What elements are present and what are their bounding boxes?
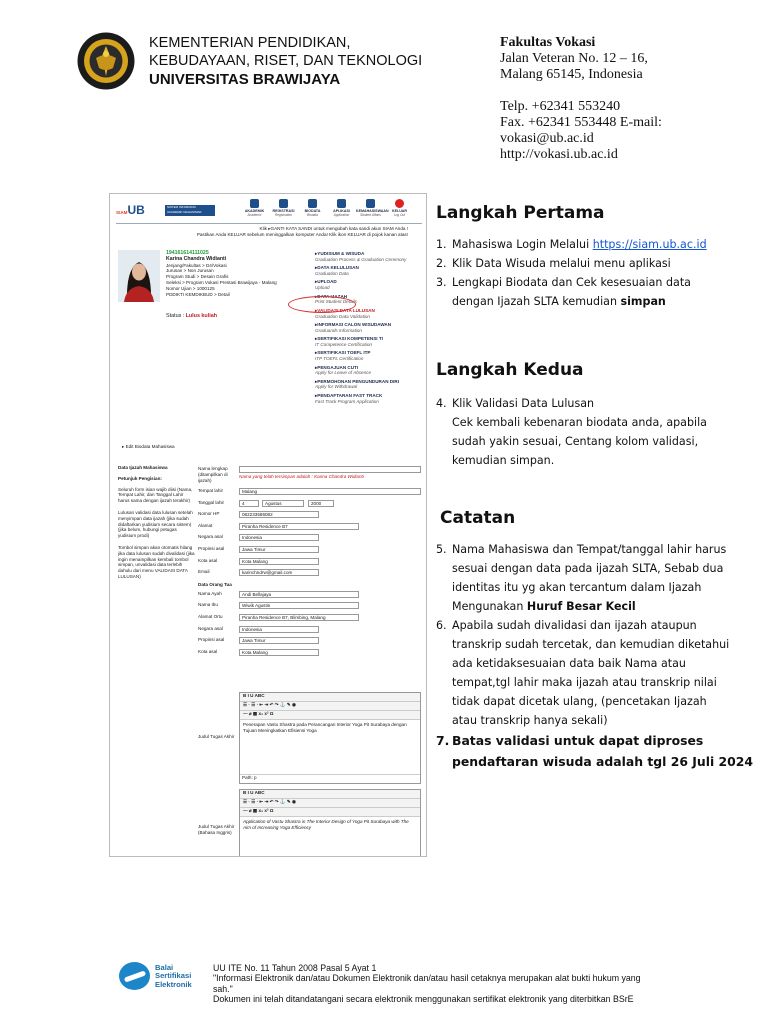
thesis-title-label: Judul Tugas Akhir [198, 734, 235, 739]
nav-biodata[interactable]: BIODATA Biodata [298, 199, 327, 217]
nav-logout[interactable]: KELUAR Log Out [385, 199, 414, 217]
thesis-title-en-editor[interactable] [239, 789, 421, 857]
list-item-deadline: 7. Batas validasi untuk dapat diproses pendaftaran wisuda adalah tgl 26 Juli 2024 [436, 733, 754, 769]
instruction-paragraph: Lulusan validasi data lulusan setelah menyimpan data ijazah (jika sudah didaftarkan yudisium secara sistem) (jika belum, hubungi petugas yudisium prodi) [118, 509, 193, 539]
step-one-list [436, 235, 707, 311]
city-select[interactable]: Kota Malang [239, 558, 319, 565]
edit-biodata-link[interactable]: ▸ Edit Biodata Mahasiswa [122, 444, 175, 449]
ijazah-form [198, 465, 424, 659]
phone-input[interactable]: 082233586082 [239, 511, 319, 518]
birth-year-select[interactable]: 2000 [308, 500, 334, 507]
nav-student-affairs[interactable]: KEMAHASISWAAN Student Affairs [356, 199, 385, 217]
editor-toolbar[interactable]: — ⌀ ▦ x₂ x² Ω [240, 808, 420, 817]
menu-item[interactable]: ▸DATA KELULUSAN Graduation Data [315, 265, 359, 276]
thesis-title-en-label: Judul Tugas Akhir (Bahasa Inggris) [198, 824, 235, 835]
thesis-title-editor[interactable] [239, 692, 421, 784]
menu-item[interactable]: ▸INFORMASI CALON WISUDAWAN Graduands Information [315, 321, 392, 333]
country-select[interactable]: Indonesia [239, 534, 319, 541]
faculty-name: Fakultas Vokasi [500, 35, 596, 50]
bsre-logo: Balai Sertifikasi Elektronik [119, 962, 205, 990]
field-label: Nama Ibu [198, 602, 218, 608]
menu-item[interactable]: ▸UPLOAD Upload [315, 279, 337, 291]
menu-item-validasi[interactable]: ▸VALIDASI DATA LULUSAN Graduation Data Validation [315, 307, 375, 319]
address-line-1: Jalan Veteran No. 12 – 16, [500, 51, 648, 66]
list-item: 4. Klik Validasi Data Lulusan Cek kembali kebenaran biodata anda, apabila sudah yakin sesuai, Centang kolom validasi, kemudian simpan. [436, 397, 707, 467]
application-menu [315, 251, 423, 407]
province-select[interactable]: Jawa Timur [239, 546, 319, 553]
editor-toolbar[interactable]: B I U ABC [240, 790, 420, 799]
student-name: Karina Chandra Widianti [166, 255, 227, 262]
list-item: 3. Lengkapi Biodata dan Cek kesesuaian data dengan Ijazah SLTA kemudian simpan [436, 276, 691, 308]
form-subheading: Petunjuk Pengisian: [118, 475, 162, 481]
siam-link[interactable]: https://siam.ub.ac.id [592, 238, 707, 251]
field-label: Kota asal [198, 648, 218, 654]
field-label: Tempat lahir [198, 488, 224, 493]
email-input[interactable]: karinchndrw@gmail.com [239, 569, 319, 576]
student-nim: 194161614111025 [166, 250, 209, 256]
law-quote: "Informasi Elektronik dan/atau Dokumen Elektronik dan/atau hasil cetaknya merupakan alat bukti hukum yang sah." [213, 973, 641, 994]
user-icon [308, 199, 317, 208]
wrench-icon [279, 199, 288, 208]
bsre-mark-icon [119, 962, 150, 990]
ministry-line-2: KEBUDAYAAN, RISET, DAN TEKNOLOGI [149, 53, 423, 69]
thesis-title-text[interactable]: Penerapan Vastu Shastra pada Perancangan Interior Yoga Pit Surabaya dengan Tujuan Meningkatkan Efisiensi Yoga [243, 722, 407, 733]
list-item: 2. Klik Data Wisuda melalui menu aplikasi [436, 257, 671, 270]
editor-toolbar[interactable]: ☰ · ☰ · ⇤ ⇥ ↶ ↷ ⚓ ✎ ◉ [240, 799, 420, 808]
notes-section [440, 507, 515, 529]
field-label: Negara asal [198, 534, 223, 540]
field-label: Alamat [198, 522, 213, 528]
parent-province-select[interactable]: Jawa Timur [239, 637, 319, 644]
notes-heading: Catatan [440, 508, 516, 528]
instruction-paragraph: Seluruh form isian wajib diisi (Nama, Tempat Lahir, dan Tanggal Lahir harus sama dengan ijazah terakhir) [118, 486, 193, 504]
list-item: 5. Nama Mahasiswa dan Tempat/tanggal lahir harus sesuai dengan data pada ijazah SLTA, Sebab dua identitas itu yg akan tercantum dalam Ijazah Mengunakan Huruf Besar Kecil [436, 543, 727, 613]
field-label: Propinsi asal [198, 637, 225, 643]
siam-brand-box: SISTEM INFORMASI AKADEMIK MAHASISWA UNIVERSITAS BRAWIJAYA [165, 205, 215, 216]
siam-screenshot [109, 193, 427, 857]
field-label: Propinsi asal [198, 545, 225, 551]
birth-month-select[interactable]: Agustus [262, 500, 304, 507]
editor-toolbar[interactable]: B I U ABC [240, 693, 420, 702]
field-label: Negara asal [198, 625, 223, 631]
profile-line: Seleksi > Program Vokasi Prestasi Brawijaya - Malang [166, 279, 277, 285]
field-label: Kota asal [198, 557, 218, 563]
editor-toolbar[interactable]: ☰ · ☰ · ⇤ ⇥ ↶ ↷ ⚓ ✎ ◉ [240, 702, 420, 711]
parent-city-select[interactable]: Kota Malang [239, 649, 319, 656]
email: vokasi@ub.ac.id [500, 131, 594, 146]
graduation-status: Status : Lulus kuliah [166, 313, 218, 319]
profile-line: Jurusan > Non Jurusan [166, 268, 214, 274]
profile-line: Nomor Ujian > 1000125 [166, 285, 215, 291]
student-profile [166, 251, 286, 297]
menu-item-data-ijazah[interactable]: ▸DATA IJAZAH Print Student Details [315, 293, 357, 305]
field-label: Email [198, 569, 210, 575]
saved-name-note: Nama yang telah tersimpan adalah : Karina Chandra Widianti [239, 474, 364, 479]
notice-text: Klik ▸GANTI KATA SANDI untuk mengubah kata sandi akun SIAM Anda ! Pastikan Anda KELUAR sebelum meninggalkan komputer Anda! Klik ikon KELUAR di pojok kanan atas! [196, 226, 408, 237]
list-item: 6. Apabila sudah divalidasi dan ijazah ataupun transkrip sudah tercetak, dan kemudian diketahui ada ketidaksesuaian data baik Nama atau tempat,tgl lahir maka ijazah atau transkrip nilai tidak dapat dicetak ulang, (pencetakan Ijazah atau transkrip hanya sekali) [436, 619, 730, 727]
website: http://vokasi.ub.ac.id [500, 147, 618, 162]
parents-section-title: Data Orang Tua [198, 581, 232, 587]
fax: Fax. +62341 553448 E-mail: [500, 115, 662, 130]
birth-day-select[interactable]: 4 [239, 500, 259, 507]
step-two-heading: Langkah Kedua [436, 360, 584, 380]
menu-item[interactable]: ▸SERTIFIKASI TOEFL ITP ITP TOEFL Certification [315, 350, 371, 362]
menu-item[interactable]: ▸PENGAJUAN CUTI Apply for Leave of Absence [315, 364, 372, 376]
field-label: Nama lengkap (ditampilkan di ijazah) [198, 466, 228, 483]
father-name-input[interactable]: Andi Bellajaya [239, 591, 359, 598]
power-icon [395, 199, 404, 208]
step-one-section [436, 202, 605, 224]
book-icon [250, 199, 259, 208]
step-two-section [436, 359, 584, 381]
field-label: Nomor HP [198, 511, 220, 517]
form-heading: Data Ijazah Mahasiswa [118, 465, 168, 470]
menu-item[interactable]: ▸YUDISIUM & WISUDA Graduation Process & Graduation Ceremony [315, 251, 407, 262]
address-line-2: Malang 65145, Indonesia [500, 67, 643, 82]
nav-application[interactable]: APLIKASI Application [327, 199, 356, 217]
student-photo [118, 250, 160, 302]
instruction-paragraph: Tombol simpan akan otomatis hilang jika data lulusan sudah divalidasi (jika ingin menampilkan kembali tombol simpan, unvalidasi data terlebih dahulu dari menu VALIDASI DATA LULUSAN) [118, 544, 195, 579]
notes-list [436, 540, 753, 772]
university-seal-logo [77, 32, 135, 90]
step-one-heading: Langkah Pertama [436, 203, 605, 223]
ministry-line-1: KEMENTERIAN PENDIDIKAN, [149, 35, 351, 51]
field-label: Nama Ayah [198, 590, 222, 596]
highlight-oval [288, 296, 356, 313]
profile-line: Jenjang/Fakultas > D4/Vokasi [166, 262, 227, 268]
field-label: Alamat Ortu [198, 613, 223, 619]
profile-line: Program Studi > Desain Grafis [166, 274, 229, 280]
editor-toolbar[interactable]: — ⌀ ▦ x₂ x² Ω [240, 711, 420, 720]
full-name-input[interactable] [239, 466, 421, 473]
form-instructions [118, 465, 196, 586]
signature-note: Dokumen ini telah ditandatangani secara elektronik menggunakan sertifikat elektronik yang diterbitkan BSrE [213, 994, 634, 1005]
thesis-title-en-text[interactable]: Application of Vastu Shastra in The Interior Design of Yoga Pit Surabaya with The Aim of Increasing Yoga Efficiency [243, 819, 409, 830]
nav-academic[interactable]: AKADEMIK Academic [240, 199, 269, 217]
phone: Telp. +62341 553240 [500, 99, 621, 114]
parent-country-select[interactable]: Indonesia [239, 626, 319, 633]
law-reference: UU ITE No. 11 Tahun 2008 Pasal 5 Ayat 1 [213, 963, 377, 973]
siam-top-nav [240, 199, 414, 217]
editor-path: Path: p [240, 774, 420, 783]
menu-item[interactable]: ▸SERTIFIKASI KOMPETENSI TI IT Competence Certification [315, 336, 383, 347]
list-item: 1. Mahasiswa Login Melalui https://siam.ub.ac.id [436, 238, 707, 251]
pddikti-link[interactable]: PDDIKTI KEMDIKBUD > Detail [166, 291, 230, 297]
step-two-list [436, 394, 707, 470]
parent-address-input[interactable]: Piranha Residence B7, Blimbing, Malang [239, 614, 359, 621]
siam-logo: SIAMUB [116, 203, 145, 217]
birthplace-input[interactable]: Malang [239, 488, 421, 495]
esign-statement [213, 963, 649, 1005]
nav-registration[interactable]: REGISTRASI Registration [269, 199, 298, 217]
field-label: Tanggal lahir [198, 499, 225, 505]
address-input[interactable]: Piranha Residence B7 [239, 523, 359, 530]
mother-name-input[interactable]: Wiwik Agustin [239, 602, 359, 609]
faculty-contact [500, 35, 662, 163]
institution-header [149, 34, 422, 89]
university-name: UNIVERSITAS BRAWIJAYA [149, 71, 341, 88]
graduation-cap-icon [366, 199, 375, 208]
esign-footer [119, 960, 649, 1005]
menu-item[interactable]: ▸PERMOHONAN PENGUNDURAN DIRI Apply for Withdrawal [315, 378, 399, 390]
menu-item[interactable]: ▸PENDAFTARAN FAST TRACK Fast Track Program Application [315, 392, 383, 404]
tools-icon [337, 199, 346, 208]
